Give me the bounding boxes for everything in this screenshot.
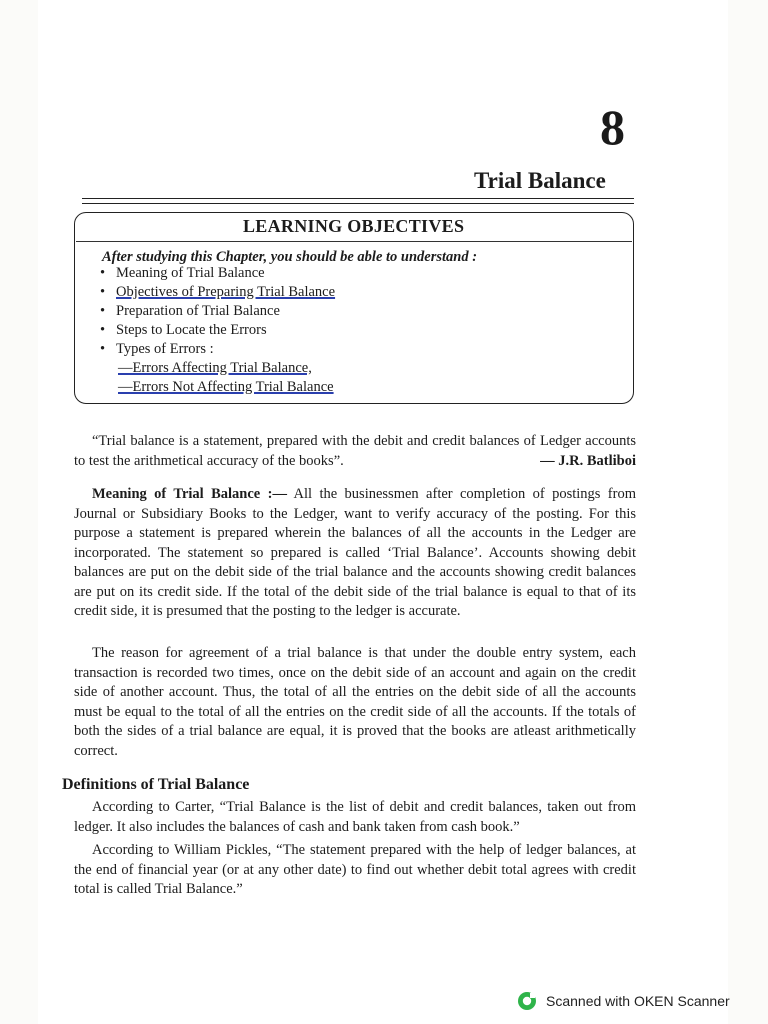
list-item [100, 321, 335, 340]
list-item [100, 340, 335, 359]
list-item [100, 264, 335, 283]
list-item [100, 283, 335, 302]
opening-quote [74, 432, 636, 471]
meaning-heading: Meaning of Trial Balance :— [92, 486, 287, 502]
learning-objectives-list [100, 264, 335, 397]
meaning-paragraph [74, 485, 636, 622]
objective-label: Objectives of Preparing Trial Balance [116, 284, 336, 300]
objective-sub-label: —Errors Affecting Trial Balance, [118, 360, 312, 376]
title-rule-bottom [82, 203, 634, 204]
bullet-icon: • [100, 303, 106, 319]
learning-objectives-intro: After studying this Chapter, you should be able to understand : [102, 249, 478, 265]
title-rule-top [82, 198, 634, 199]
oken-scanner-logo-icon [517, 991, 537, 1011]
list-item [100, 302, 335, 321]
bullet-icon: • [100, 341, 106, 357]
bullet-icon: • [100, 265, 106, 281]
scanner-watermark [517, 991, 730, 1011]
definitions-heading: Definitions of Trial Balance [62, 776, 250, 793]
scanner-label: Scanned with OKEN Scanner [546, 993, 730, 1009]
bullet-icon: • [100, 284, 106, 300]
quote-text: “Trial balance is a statement, prepared with the debit and credit balances of Ledger accounts to test the arithmetical accuracy of the books”. [74, 433, 636, 469]
meaning-text: All the businessmen after completion of postings from Journal or Subsidiary Books to the Ledger, want to verify accuracy of the posting. For this purpose a statement is prepared wherein the balances of all the accounts in the Ledger are incorporated. The statement so prepared is called ‘Trial Balance’. Accounts showing debit balances are put on the debit side of the trial balance and the accounts showing credit balances are put on its credit side. If the total of the debit side of the trial balance is equal to that of its credit side, it is presumed that the posting to the ledger is accurate. [74, 486, 636, 619]
objective-label: Steps to Locate the Errors [116, 322, 267, 338]
chapter-title: Trial Balance [474, 168, 606, 193]
carter-text: According to Carter, “Trial Balance is the list of debit and credit balances, taken out from ledger. It also includes the balances of cash and bank taken from cash book.” [74, 799, 636, 835]
objective-label: Types of Errors : [116, 341, 214, 357]
pickles-definition [74, 841, 636, 900]
objective-label: Preparation of Trial Balance [116, 303, 280, 319]
reason-paragraph [74, 644, 636, 761]
objective-sub-label: —Errors Not Affecting Trial Balance [118, 379, 334, 395]
bullet-icon: • [100, 322, 106, 338]
list-item [100, 359, 335, 378]
chapter-number: 8 [600, 99, 625, 155]
quote-author: — J.R. Batliboi [540, 452, 636, 469]
carter-definition [74, 798, 636, 837]
reason-text: The reason for agreement of a trial balance is that under the double entry system, each transaction is recorded two times, once on the debit side of an account and again on the credit side of another account. Thus, the total of all the entries on the debit side of all the accounts must be equal to the total of all the entries on the credit side of all the accounts. If the totals of both the sides of a trial balance are equal, it is proved that the books are atleast arithmetically correct. [74, 645, 636, 759]
pickles-text: According to William Pickles, “The statement prepared with the help of ledger balances, at the end of financial year (or at any other date) to find out whether debit total agrees with credit total is called Trial Balance.” [74, 842, 636, 897]
list-item [100, 378, 335, 397]
objective-label: Meaning of Trial Balance [116, 265, 265, 281]
learning-objectives-title: LEARNING OBJECTIVES [243, 216, 465, 236]
learning-objectives-divider [76, 241, 632, 242]
